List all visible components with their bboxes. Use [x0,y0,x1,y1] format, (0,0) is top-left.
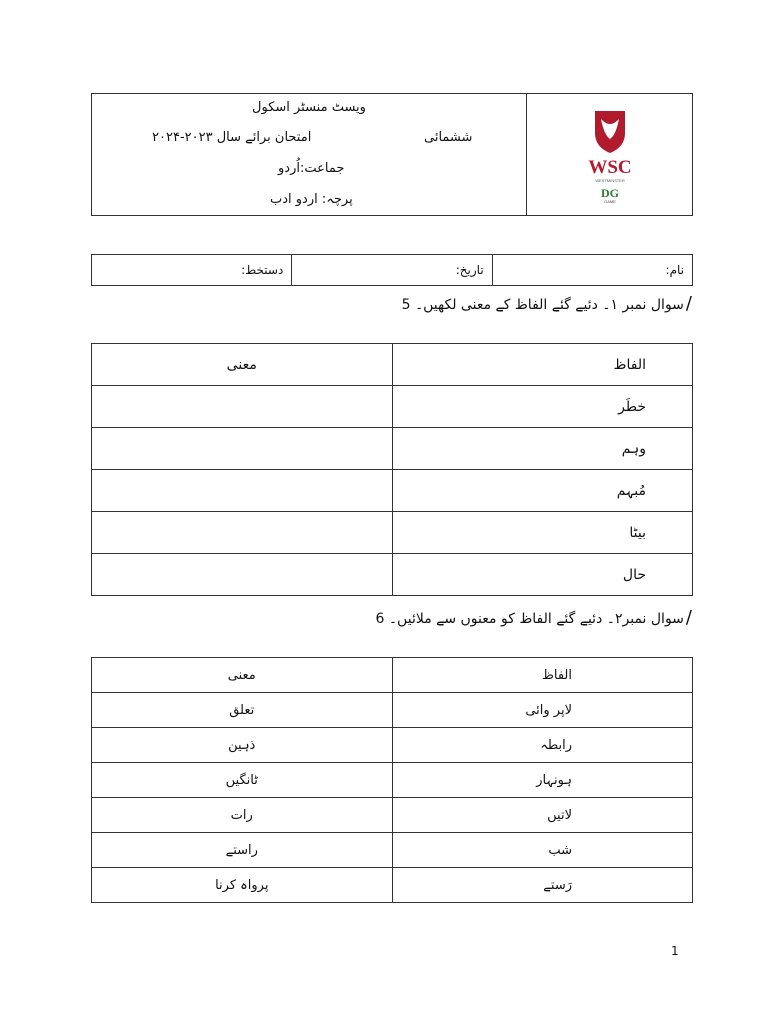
table-row [92,693,693,728]
logo-subtext: WESTMINSTER [594,177,625,183]
answer-cell[interactable] [92,386,393,428]
badge-text: DG [600,185,619,200]
table-header-row [92,344,693,386]
question2-table [91,657,693,903]
meaning-cell: راستے [92,833,393,868]
name-label: نام: [665,263,684,277]
question1-table [91,343,693,596]
class-label: جماعت:اُردو [278,161,345,176]
table-row [92,763,693,798]
header-info-cell [92,94,527,216]
table-row [92,428,693,470]
term-label: ششمائی [424,130,473,145]
table-row [92,833,693,868]
word-cell: رابطہ [392,728,693,763]
word-cell: وہم [392,428,693,470]
word-cell: مُبہم [392,470,693,512]
table-row [92,728,693,763]
date-label: تاریخ: [455,263,484,277]
table-row [92,798,693,833]
logo-text: WSC [587,156,632,178]
table-header-row [92,658,693,693]
badge-subtext: GAME [603,198,616,204]
word-cell: رَستے [392,868,693,903]
signature-field[interactable] [92,255,292,286]
school-logo [575,105,645,205]
table-row [92,554,693,596]
question1-prompt [402,293,692,314]
table-row [92,386,693,428]
exam-title: امتحان برائے سال ۲۰۲۳-۲۰۲۴ [152,130,312,145]
question2-prompt [375,607,692,628]
word-cell: لاتیں [392,798,693,833]
word-header: الفاظ [392,658,693,693]
answer-cell[interactable] [92,470,393,512]
slash-mark: / [685,293,692,314]
answer-cell[interactable] [92,428,393,470]
meaning-cell: ذہین [92,728,393,763]
meaning-cell: رات [92,798,393,833]
school-name: ویسٹ منسٹر اسکول [252,100,366,115]
table-row [92,868,693,903]
page-number: 1 [671,944,679,958]
question1-text: سوال نمبر ۱۔ دئیے گئے الفاظ کے معنی لکھیں۔ 5 [401,297,684,313]
logo-cell [527,94,693,216]
answer-cell[interactable] [92,554,393,596]
word-cell: شب [392,833,693,868]
header-box [91,93,693,216]
meaning-cell: تعلق [92,693,393,728]
meaning-header: معنی [92,344,393,386]
meaning-header: معنی [92,658,393,693]
answer-cell[interactable] [92,512,393,554]
signature-label: دستخط: [241,263,284,277]
table-row [92,512,693,554]
word-cell: بیٹا [392,512,693,554]
student-info-row [91,254,693,286]
word-header: الفاظ [392,344,693,386]
name-field[interactable] [492,255,692,286]
question2-text: سوال نمبر۲۔ دئیے گئے الفاظ کو معنوں سے ملائیں۔ 6 [375,611,684,627]
paper-label: پرچہ: اردو ادب [270,192,353,207]
meaning-cell: ٹانگیں [92,763,393,798]
date-field[interactable] [292,255,492,286]
word-cell: خطَر [392,386,693,428]
word-cell: ہونہار [392,763,693,798]
word-cell: لاپر وائی [392,693,693,728]
table-row [92,470,693,512]
meaning-cell: پرواہ کرنا [92,868,393,903]
slash-mark: / [685,607,692,628]
word-cell: حال [392,554,693,596]
